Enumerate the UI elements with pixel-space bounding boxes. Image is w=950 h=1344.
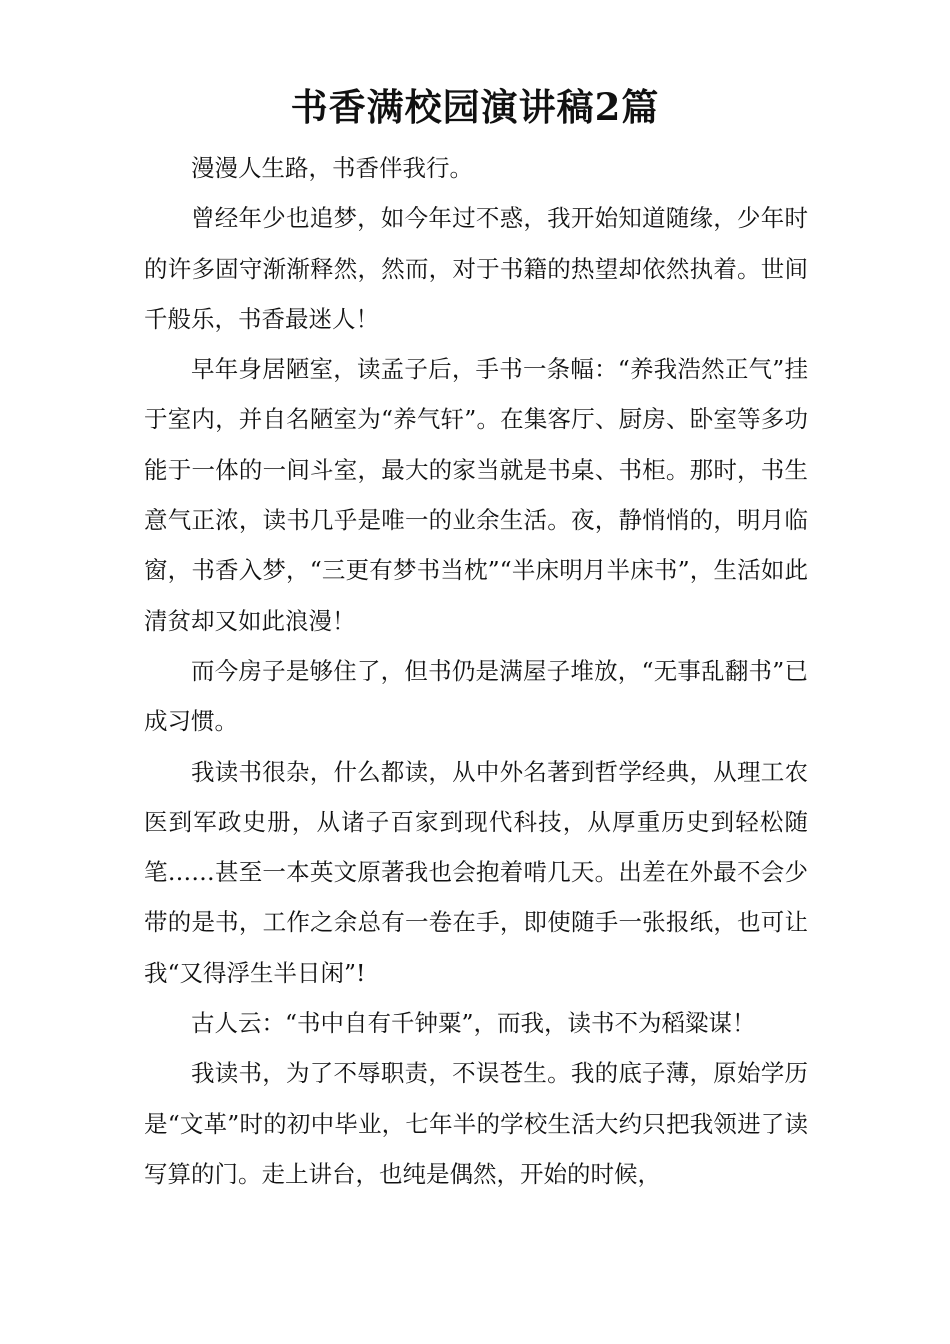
- paragraph-4: 而今房子是够住了，但书仍是满屋子堆放，“无事乱翻书”已成习惯。: [144, 656, 808, 736]
- paragraph-2: 曾经年少也追梦，如今年过不惑，我开始知道随缘，少年时的许多固守渐渐释然，然而，对于书籍的热望却依然执着。世间千般乐，书香最迷人！: [144, 204, 808, 333]
- document-body: [144, 143, 808, 1199]
- paragraph-7: 我读书，为了不辱职责，不误苍生。我的底子薄，原始学历是“文革”时的初中毕业，七年半的学校生活大约只把我领进了读写算的门。走上讲台，也纯是偶然，开始的时候，: [144, 1059, 808, 1188]
- paragraph-1: 漫漫人生路，书香伴我行。: [191, 154, 473, 182]
- document-title: 书香满校园演讲稿2篇: [290, 85, 660, 129]
- paragraph-5: 我读书很杂，什么都读，从中外名著到哲学经典，从理工农医到军政史册，从诸子百家到现代科技，从厚重历史到轻松随笔……甚至一本英文原著我也会抱着啃几天。出差在外最不会少带的是书，工作之余总有一卷在手，即使随手一张报纸，也可让我“又得浮生半日闲”!: [144, 757, 808, 987]
- paragraph-6: 古人云：“书中自有千钟粟”，而我，读书不为稻粱谋！: [191, 1009, 756, 1038]
- paragraph-3: 早年身居陋室，读孟子后，手书一条幅：“养我浩然正气”挂于室内，并自名陋室为“养气轩”。在集客厅、厨房、卧室等多功能于一体的一间斗室，最大的家当就是书桌、书柜。那时，书生意气正浓，读书几乎是唯一的业余生活。夜，静悄悄的，明月临窗，书香入梦，“三更有梦书当枕”“半床明月半床书”，生活如此清贫却又如此浪漫！: [144, 355, 808, 635]
